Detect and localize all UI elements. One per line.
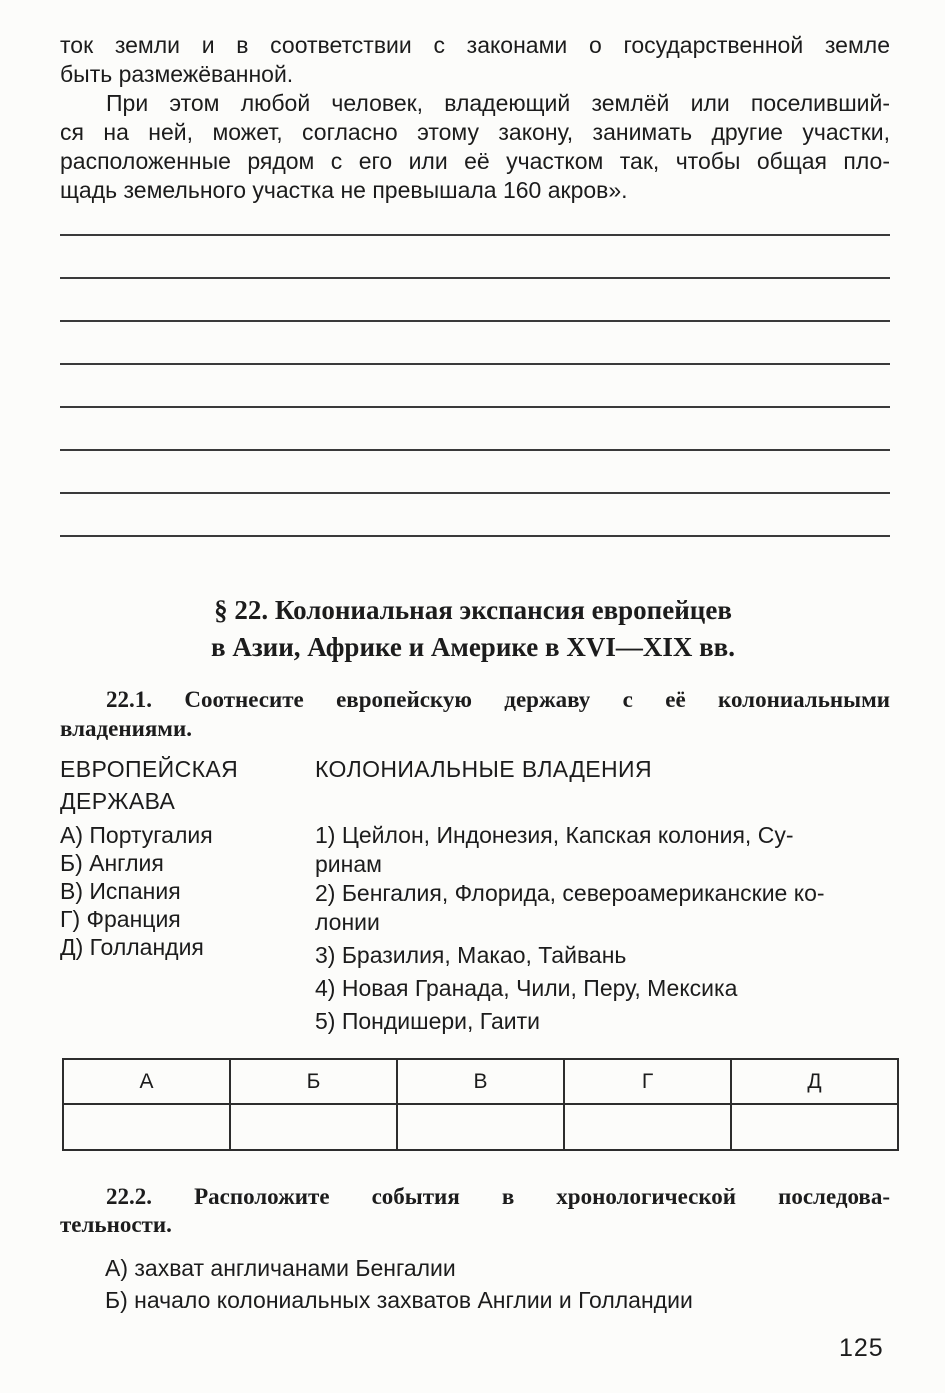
possession-item-line: 5) Пондишери, Гаити [315, 1008, 540, 1034]
power-item: В) Испания [60, 878, 181, 904]
answer-line [60, 451, 890, 494]
table-answer-cell [731, 1104, 898, 1150]
answer-line [60, 279, 890, 322]
task-heading-line: 22.2. Расположите события в хронологической последова- [106, 1184, 890, 1209]
section-title [58, 592, 888, 666]
possession-item-line: ринам [315, 851, 382, 877]
power-item: Б) Англия [60, 850, 164, 876]
power-item: Г) Франция [60, 906, 181, 932]
possession-item [315, 879, 897, 937]
answer-line [60, 193, 890, 236]
powers-list [60, 821, 312, 961]
table-header-cell: Д [731, 1059, 898, 1104]
possession-item [315, 974, 897, 1003]
task-heading-line: 22.1. Соотнесите европейскую державу с её колониальными [106, 687, 890, 712]
answer-line [60, 365, 890, 408]
table-header-cell: Г [564, 1059, 731, 1104]
possession-item-line: лонии [315, 909, 380, 935]
table-header-cell: А [63, 1059, 230, 1104]
possession-item [315, 1007, 897, 1036]
answer-table-answer-row [63, 1104, 898, 1150]
excerpt-line: ся на ней, может, согласно этому закону, занимать другие участки, [60, 119, 890, 145]
event-item: Б) начало колониальных захватов Англии и Голландии [105, 1287, 693, 1313]
table-answer-cell [63, 1104, 230, 1150]
excerpt-line: быть размежёванной. [60, 61, 294, 87]
answer-lines-block [60, 193, 890, 537]
excerpt-line: расположенные рядом с его или её участком так, чтобы общая пло- [60, 148, 890, 174]
power-item: Д) Голландия [60, 934, 204, 960]
possessions-column-header: КОЛОНИАЛЬНЫЕ ВЛАДЕНИЯ [315, 756, 652, 782]
task-22-2-heading [60, 1183, 890, 1239]
section-title-line: в Азии, Африке и Америке в XVI—XIX вв. [210, 632, 735, 662]
excerpt-paragraph [60, 31, 890, 205]
answer-table [62, 1058, 899, 1151]
possessions-list [315, 821, 897, 1036]
possession-item-line: 2) Бенгалия, Флорида, североамериканские ко- [315, 880, 825, 906]
table-header-cell: Б [230, 1059, 397, 1104]
section-title-line: § 22. Колониальная экспансия европейцев [214, 595, 732, 625]
answer-line [60, 236, 890, 279]
powers-header-line: ДЕРЖАВА [60, 788, 176, 814]
powers-column [60, 753, 312, 961]
possession-item-line: 4) Новая Гранада, Чили, Перу, Мексика [315, 975, 738, 1001]
possession-item [315, 821, 897, 879]
answer-line [60, 322, 890, 365]
possession-item [315, 941, 897, 970]
answer-line [60, 408, 890, 451]
powers-header-line: ЕВРОПЕЙСКАЯ [60, 756, 239, 782]
possession-item-line: 1) Цейлон, Индонезия, Капская колония, Су- [315, 822, 794, 848]
task-22-1-heading [60, 685, 890, 743]
task-heading-line: тельности. [60, 1212, 172, 1237]
power-item: А) Португалия [60, 822, 213, 848]
events-list [105, 1252, 895, 1316]
table-answer-cell [230, 1104, 397, 1150]
possessions-column [315, 753, 897, 1036]
answer-line [60, 494, 890, 537]
task-heading-line: владениями. [60, 716, 192, 741]
excerpt-line: ток земли и в соответствии с законами о государственной земле [60, 32, 890, 58]
event-item: А) захват англичанами Бенгалии [105, 1255, 456, 1281]
possession-item-line: 3) Бразилия, Макао, Тайвань [315, 942, 627, 968]
table-header-cell: В [397, 1059, 564, 1104]
excerpt-line: щадь земельного участка не превышала 160 акров». [60, 177, 628, 203]
table-answer-cell [564, 1104, 731, 1150]
excerpt-line: При этом любой человек, владеющий землёй или поселивший- [106, 90, 890, 116]
powers-column-header [60, 753, 312, 817]
answer-table-header-row [63, 1059, 898, 1104]
table-answer-cell [397, 1104, 564, 1150]
page-number: 125 [839, 1334, 884, 1362]
